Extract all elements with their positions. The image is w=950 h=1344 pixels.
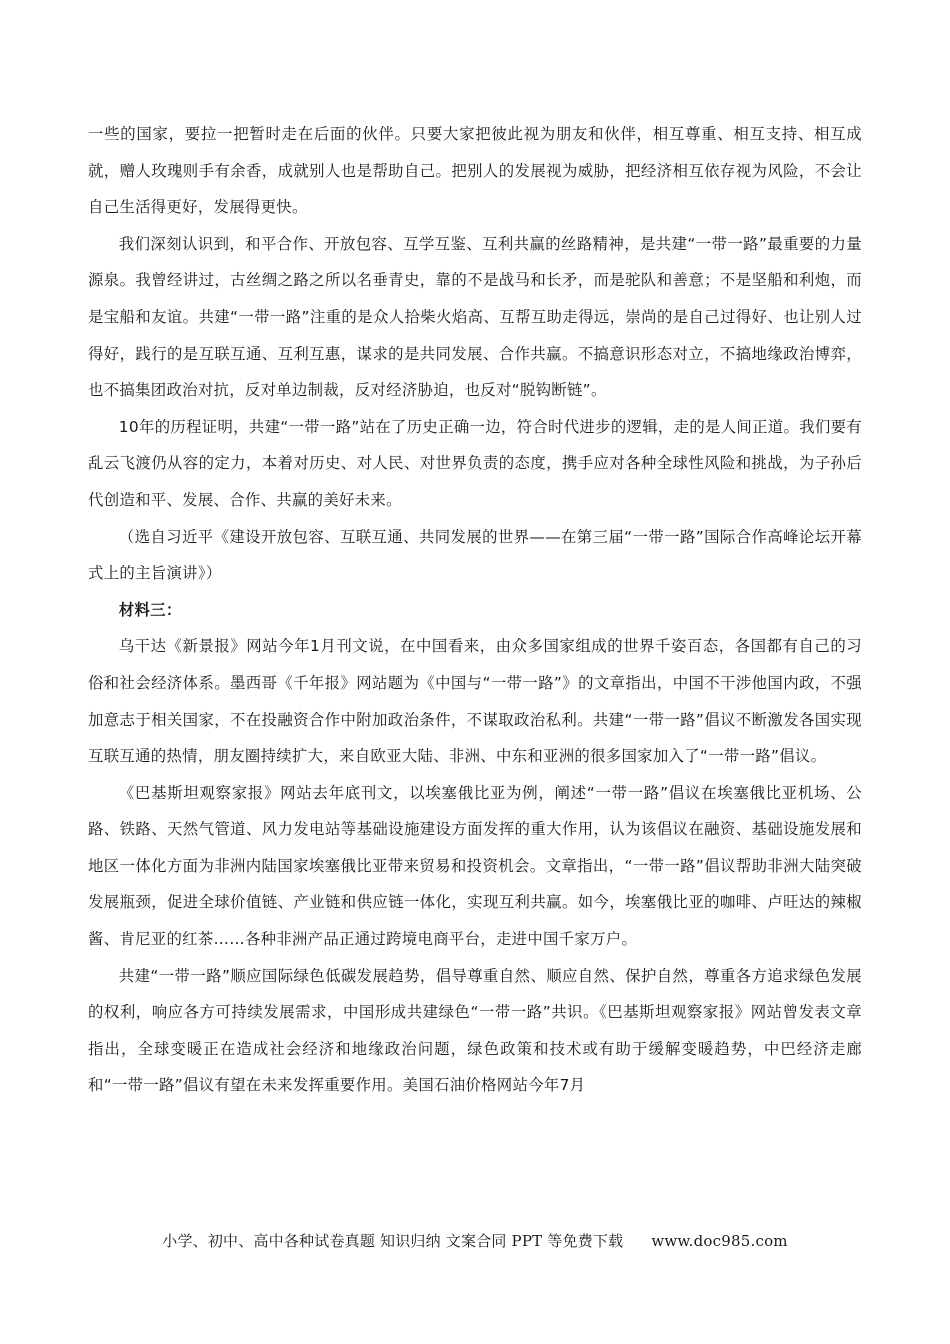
footer-text: 小学、初中、高中各种试卷真题 知识归纳 文案合同 PPT 等免费下载 — [162, 1232, 624, 1250]
paragraph-4: 乌干达《新景报》网站今年1月刊文说，在中国看来，由众多国家组成的世界千姿百态，各国都有自己的习俗和社会经济体系。墨西哥《千年报》网站题为《中国与“一带一路”》的文章指出，中国不干涉他国内政，不强加意志于相关国家，不在投融资合作中附加政治条件，不谋取政治私利。共建“一带一路”倡议不断激发各国实现互联互通的热情，朋友圈持续扩大，来自欧亚大陆、非洲、中东和亚洲的很多国家加入了“一带一路”倡议。 — [88, 637, 862, 766]
paragraph-2: 我们深刻认识到，和平合作、开放包容、互学互鉴、互利共赢的丝路精神，是共建“一带一路”最重要的力量源泉。我曾经讲过，古丝绸之路之所以名垂青史，靠的不是战马和长矛，而是驼队和善意；不是坚船和利炮，而是宝船和友谊。共建“一带一路”注重的是众人拾柴火焰高、互帮互助走得远，崇尚的是自己过得好、也让别人过得好，践行的是互联互通、互利互惠，谋求的是共同发展、合作共赢。不搞意识形态对立，不搞地缘政治博弈，也不搞集团政治对抗，反对单边制裁，反对经济胁迫，也反对“脱钩断链”。 — [88, 234, 862, 400]
paragraph-1: 一些的国家，要拉一把暂时走在后面的伙伴。只要大家把彼此视为朋友和伙伴，相互尊重、相互支持、相互成就，赠人玫瑰则手有余香，成就别人也是帮助自己。把别人的发展视为威胁，把经济相互依存视为风险，不会让自己生活得更好，发展得更快。 — [88, 125, 862, 217]
page-footer — [0, 1230, 950, 1251]
material-3-heading: 材料三： — [118, 600, 182, 619]
paragraph-6: 共建“一带一路”顺应国际绿色低碳发展趋势，倡导尊重自然、顺应自然、保护自然，尊重各方追求绿色发展的权利，响应各方可持续发展需求，中国形成共建绿色“一带一路”共识。《巴基斯坦观察家报》网站曾发表文章指出，全球变暖正在造成社会经济和地缘政治问题，绿色政策和技术或有助于缓解变暖趋势，中巴经济走廊和“一带一路”倡议有望在未来发挥重要作用。美国石油价格网站今年7月 — [88, 966, 862, 1095]
paragraph-5: 《巴基斯坦观察家报》网站去年底刊文，以埃塞俄比亚为例，阐述“一带一路”倡议在埃塞俄比亚机场、公路、铁路、天然气管道、风力发电站等基础设施建设方面发挥的重大作用，认为该倡议在融资、基础设施发展和地区一体化方面为非洲内陆国家埃塞俄比亚带来贸易和投资机会。文章指出，“一带一路”倡议帮助非洲大陆突破发展瓶颈，促进全球价值链、产业链和供应链一体化，实现互利共赢。如今，埃塞俄比亚的咖啡、卢旺达的辣椒酱、肯尼亚的红茶……各种非洲产品正通过跨境电商平台，走进中国千家万户。 — [88, 783, 862, 949]
source-citation: （选自习近平《建设开放包容、互联互通、共同发展的世界——在第三届“一带一路”国际合作高峰论坛开幕式上的主旨演讲》） — [88, 527, 862, 583]
footer-url[interactable]: www.doc985.com — [651, 1232, 788, 1250]
paragraph-3: 10年的历程证明，共建“一带一路”站在了历史正确一边，符合时代进步的逻辑，走的是人间正道。我们要有乱云飞渡仍从容的定力，本着对历史、对人民、对世界负责的态度，携手应对各种全球性风险和挑战，为子孙后代创造和平、发展、合作、共赢的美好未来。 — [88, 417, 862, 509]
document-body — [88, 116, 862, 1104]
